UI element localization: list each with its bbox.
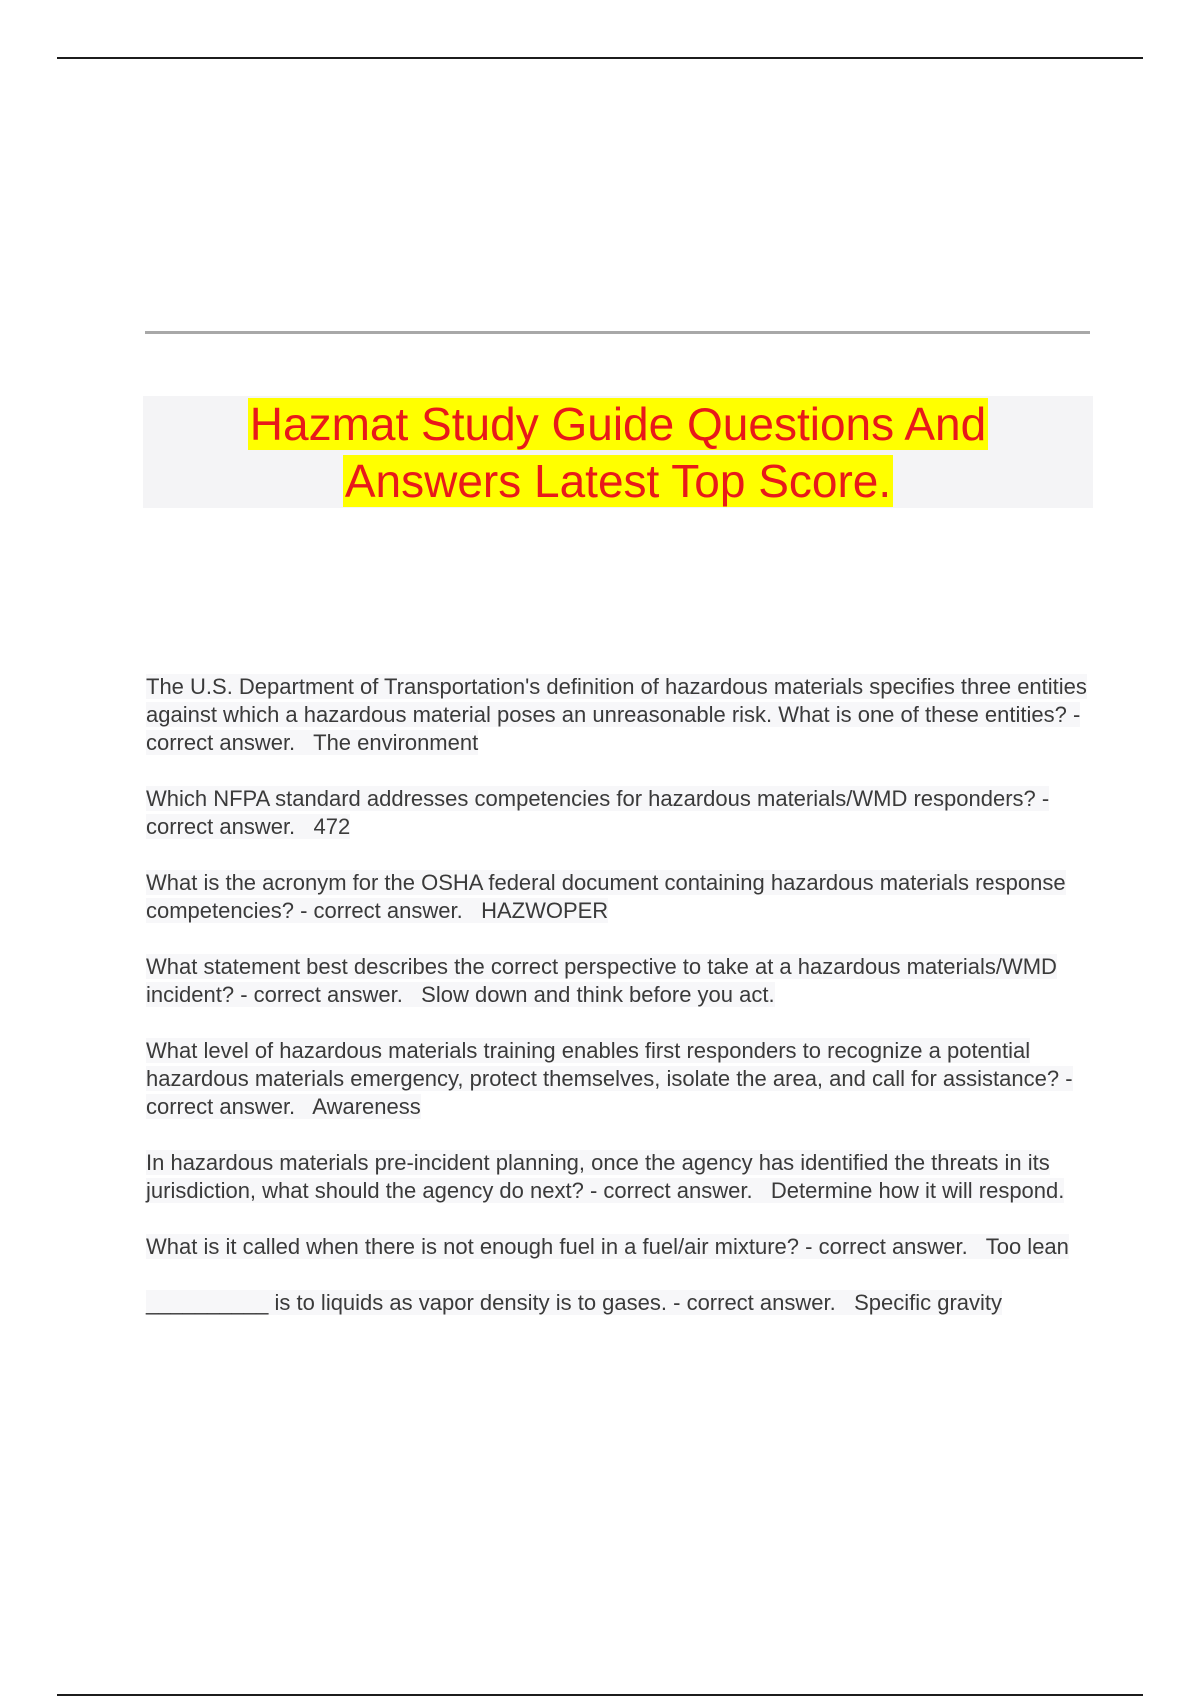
answer-text: HAZWOPER bbox=[481, 898, 609, 923]
question-text: The U.S. Department of Transportation's definition of hazardous materials specifies three entities against which a hazardous material poses an unreasonable risk. What is one of these entities? bbox=[146, 674, 1087, 727]
qa-item bbox=[146, 953, 1091, 1009]
document-title bbox=[143, 396, 1093, 508]
answer-text: Awareness bbox=[312, 1094, 421, 1119]
answer-text: The environment bbox=[313, 730, 479, 755]
answer-text: Specific gravity bbox=[854, 1290, 1003, 1315]
answer-text: Determine how it will respond. bbox=[770, 1178, 1065, 1203]
question-text: What statement best describes the correct perspective to take at a hazardous materials/WMD incident? bbox=[146, 954, 1057, 1007]
answer-marker: - correct answer. bbox=[146, 702, 1081, 755]
answer-marker: - correct answer. bbox=[300, 898, 463, 923]
answer-marker: - correct answer. bbox=[146, 1066, 1073, 1119]
answer-marker: - correct answer. bbox=[805, 1234, 968, 1259]
qa-item bbox=[146, 1149, 1091, 1205]
qa-list bbox=[146, 673, 1091, 1345]
page-top-rule bbox=[57, 57, 1143, 59]
question-text: Which NFPA standard addresses competencies for hazardous materials/WMD responders? bbox=[146, 786, 1036, 811]
title-line-2: Answers Latest Top Score. bbox=[344, 455, 892, 507]
answer-marker: - correct answer. bbox=[589, 1178, 753, 1203]
question-text: What level of hazardous materials training enables first responders to recognize a potential hazardous materials emergency, protect themselves, isolate the area, and call for assistance? bbox=[146, 1038, 1060, 1091]
title-line-1: Hazmat Study Guide Questions And bbox=[249, 398, 987, 450]
answer-marker: - correct answer. bbox=[146, 786, 1050, 839]
qa-item bbox=[146, 673, 1091, 757]
page-bottom-rule bbox=[57, 1694, 1143, 1696]
question-text: What is the acronym for the OSHA federal document containing hazardous materials response competencies? bbox=[146, 870, 1066, 923]
question-text: __________ is to liquids as vapor density is to gases. bbox=[146, 1290, 667, 1315]
qa-item bbox=[146, 869, 1091, 925]
title-divider bbox=[145, 331, 1090, 334]
question-text: What is it called when there is not enough fuel in a fuel/air mixture? bbox=[146, 1234, 800, 1259]
question-text: In hazardous materials pre-incident planning, once the agency has identified the threats in its jurisdiction, what should the agency do next? bbox=[146, 1150, 1050, 1203]
qa-item bbox=[146, 1233, 1091, 1261]
qa-item bbox=[146, 1037, 1091, 1121]
answer-text: 472 bbox=[313, 814, 351, 839]
qa-item bbox=[146, 1289, 1091, 1317]
answer-marker: - correct answer. bbox=[673, 1290, 836, 1315]
answer-text: Too lean bbox=[985, 1234, 1069, 1259]
answer-marker: - correct answer. bbox=[240, 982, 403, 1007]
qa-item bbox=[146, 785, 1091, 841]
answer-text: Slow down and think before you act. bbox=[421, 982, 775, 1007]
